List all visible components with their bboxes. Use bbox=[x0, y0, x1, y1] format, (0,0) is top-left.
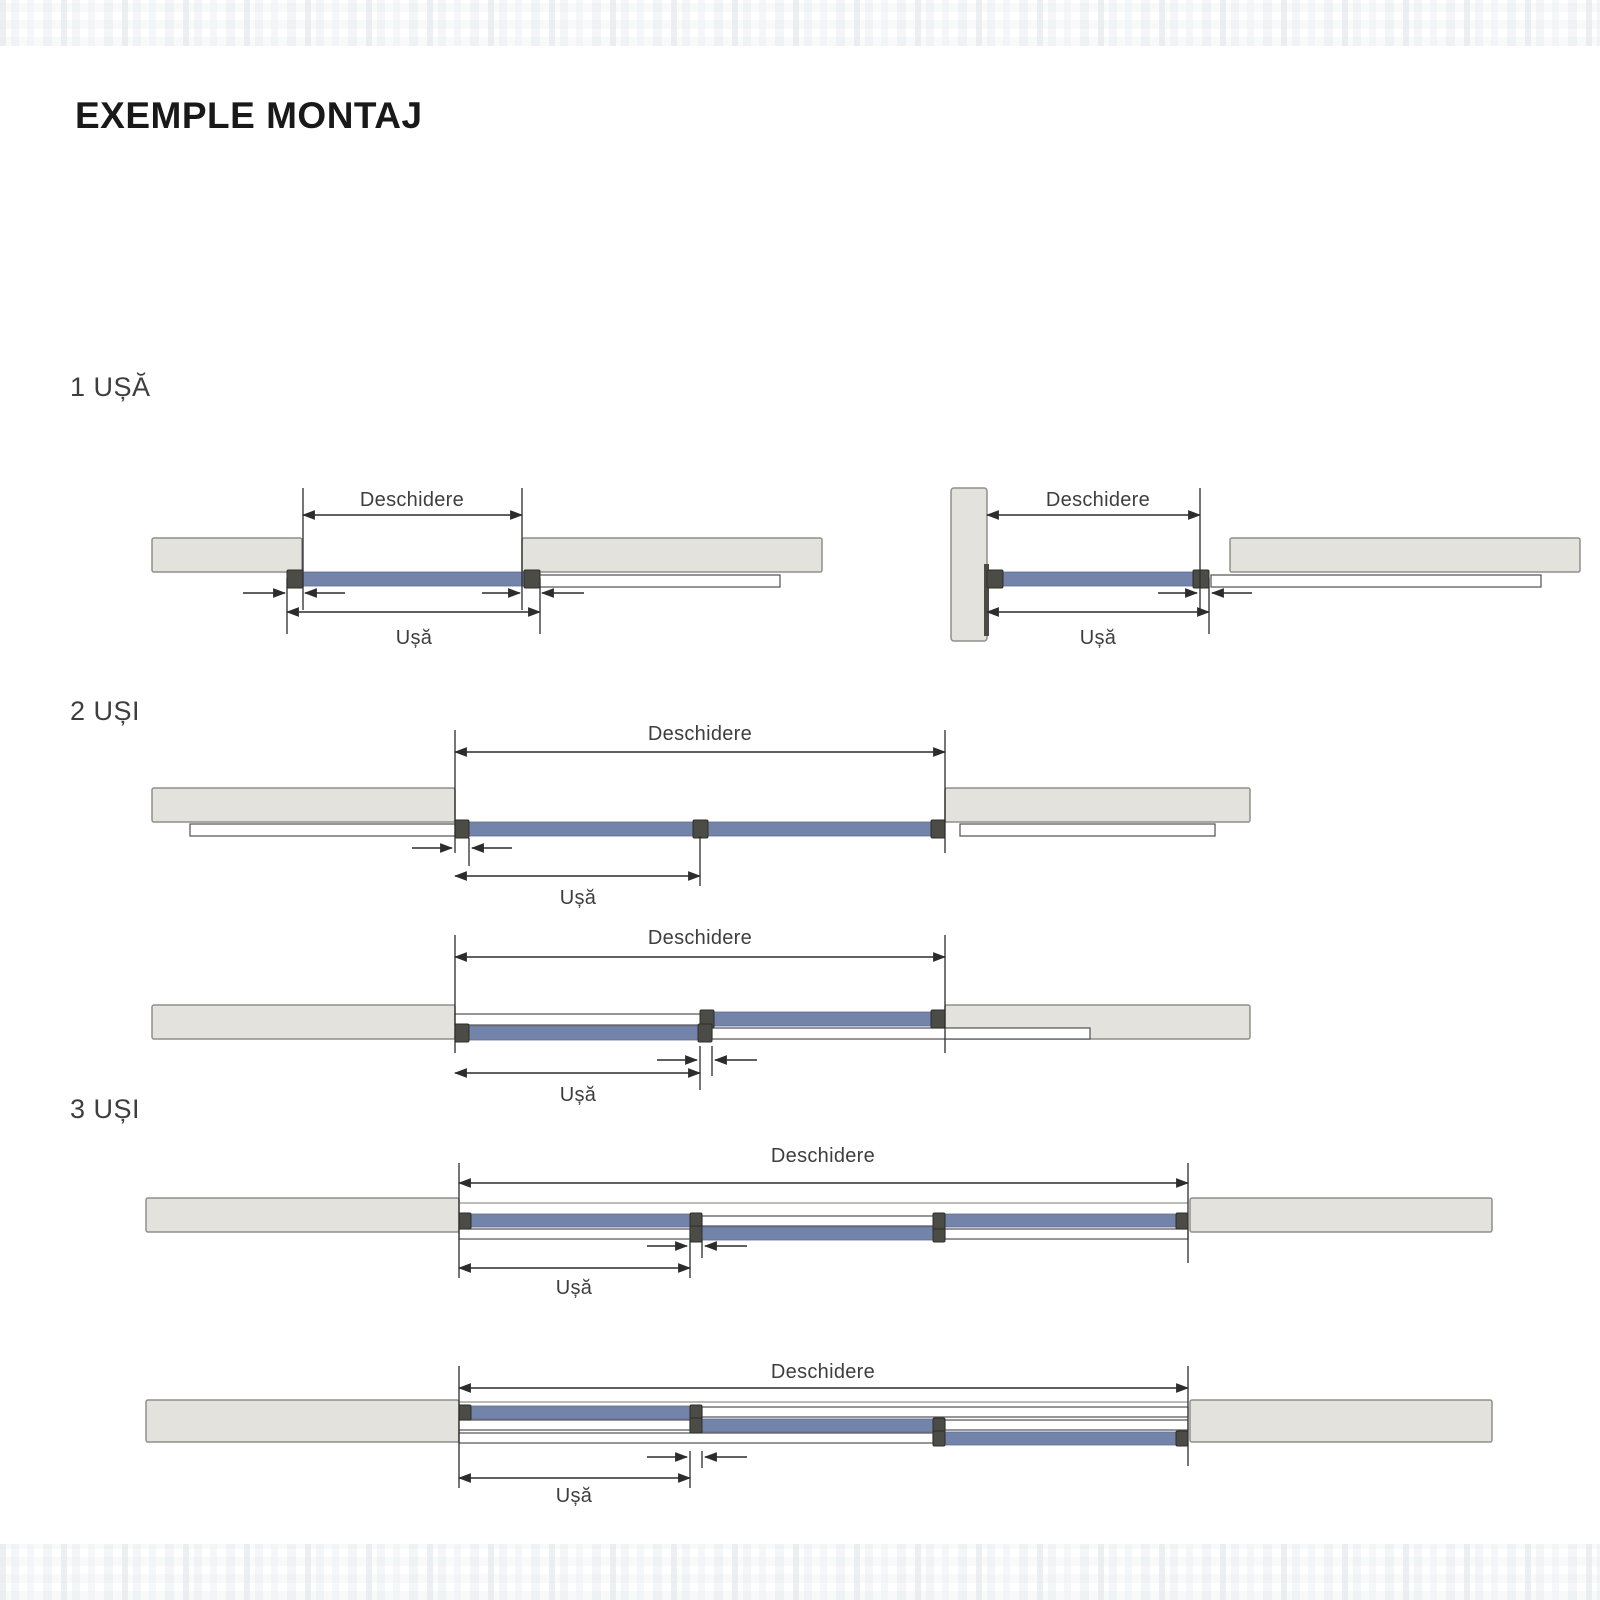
door-cap bbox=[933, 1213, 945, 1229]
diagram-three-doors-two-tracks-svg bbox=[140, 1128, 1520, 1300]
wall-left bbox=[152, 1005, 455, 1039]
opening-label: Deschidere bbox=[770, 1361, 876, 1383]
door-label: Ușă bbox=[559, 1084, 597, 1106]
diagram-two-doors-center bbox=[140, 718, 1280, 913]
door-dimension bbox=[459, 1451, 747, 1507]
diagram-two-doors-bypass-svg bbox=[140, 918, 1280, 1118]
door-panel-left bbox=[459, 1214, 702, 1227]
door-cap bbox=[690, 1418, 702, 1433]
door-dimension bbox=[987, 578, 1252, 649]
top-noise-band bbox=[0, 0, 1600, 46]
door-label: Ușă bbox=[555, 1485, 593, 1507]
door-dimension bbox=[455, 1046, 757, 1106]
diagram-one-door-between-walls-svg bbox=[140, 460, 840, 675]
diagram-two-doors-bypass bbox=[140, 918, 1280, 1118]
track-rail-bottom-right bbox=[945, 1229, 1188, 1239]
door-panel-left bbox=[455, 822, 700, 836]
track-rail-middle-right bbox=[945, 1420, 1188, 1430]
door-panel-left-top-track bbox=[459, 1406, 702, 1419]
diagram-one-door-perpendicular-wall bbox=[900, 460, 1600, 675]
door-dimension bbox=[459, 1240, 747, 1299]
door-panel-right bbox=[933, 1214, 1188, 1227]
page-title: EXEMPLE MONTAJ bbox=[75, 94, 423, 136]
wall-right bbox=[522, 538, 822, 572]
door-cap-center bbox=[693, 820, 708, 838]
door-panel-middle bbox=[690, 1227, 945, 1240]
door-label: Ușă bbox=[395, 627, 433, 649]
diagram-three-doors-two-tracks bbox=[140, 1128, 1520, 1300]
door-cap bbox=[933, 1431, 945, 1446]
diagram-three-doors-three-tracks-svg bbox=[140, 1336, 1520, 1511]
opening-dimension bbox=[459, 1145, 1188, 1278]
wall-right bbox=[1190, 1198, 1492, 1232]
door-cap bbox=[931, 1010, 945, 1028]
door-label: Ușă bbox=[1079, 627, 1117, 649]
door-cap-left bbox=[987, 570, 1003, 588]
door-panel bbox=[987, 572, 1209, 586]
door-panel-right-top-track bbox=[700, 1012, 945, 1026]
door-cap-left bbox=[287, 570, 303, 588]
door-cap bbox=[459, 1405, 471, 1420]
pocket-rail-right bbox=[960, 824, 1215, 836]
pocket-rail bbox=[1211, 575, 1541, 587]
bottom-noise-band bbox=[0, 1544, 1600, 1600]
door-cap bbox=[455, 1024, 469, 1042]
opening-label: Deschidere bbox=[647, 927, 753, 949]
diagram-one-door-perpendicular-wall-svg bbox=[900, 460, 1600, 675]
wall-perpendicular bbox=[951, 488, 987, 641]
opening-dimension bbox=[303, 488, 522, 610]
wall-right bbox=[1190, 1400, 1492, 1442]
door-cap-left bbox=[455, 820, 469, 838]
opening-label: Deschidere bbox=[1045, 489, 1151, 511]
opening-label: Deschidere bbox=[770, 1145, 876, 1167]
door-cap bbox=[698, 1024, 712, 1042]
door-panel-middle-track bbox=[690, 1419, 945, 1432]
door-panel-left-bottom-track bbox=[455, 1026, 712, 1040]
pocket-rail-left bbox=[190, 824, 455, 836]
wall-right bbox=[1230, 538, 1580, 572]
opening-label: Deschidere bbox=[647, 723, 753, 745]
track-rail-bottom bbox=[459, 1433, 933, 1443]
door-cap-right bbox=[1193, 570, 1209, 588]
door-label: Ușă bbox=[555, 1277, 593, 1299]
wall-right bbox=[945, 788, 1250, 822]
track-rail-bottom bbox=[712, 1028, 1090, 1039]
track-rail-top bbox=[702, 1407, 1188, 1417]
opening-dimension bbox=[987, 488, 1200, 610]
door-cap bbox=[690, 1226, 702, 1242]
track-rail-top bbox=[455, 1014, 702, 1025]
opening-label: Deschidere bbox=[359, 489, 465, 511]
wall-left bbox=[152, 538, 302, 572]
door-panel-right-bottom-track bbox=[933, 1432, 1188, 1445]
door-cap bbox=[1176, 1431, 1188, 1446]
section-label-3-doors: 3 UȘI bbox=[70, 1094, 141, 1124]
door-cap-right bbox=[524, 570, 540, 588]
wall-left bbox=[146, 1198, 459, 1232]
diagram-three-doors-three-tracks bbox=[140, 1336, 1520, 1511]
door-label: Ușă bbox=[559, 887, 597, 909]
section-label-2-doors: 2 UȘI bbox=[70, 696, 141, 726]
door-dimension bbox=[243, 578, 584, 649]
wall-left bbox=[146, 1400, 459, 1442]
section-label-1-door: 1 UȘĂ bbox=[70, 372, 151, 402]
door-cap bbox=[1176, 1213, 1188, 1229]
track-rail-bottom-left bbox=[459, 1229, 690, 1239]
door-panel-right bbox=[700, 822, 945, 836]
track-rail-top-middle bbox=[702, 1216, 945, 1226]
door-panel bbox=[287, 572, 540, 586]
pocket-rail bbox=[538, 575, 780, 587]
door-cap bbox=[459, 1213, 471, 1229]
track-rail-middle-left bbox=[459, 1420, 690, 1430]
wall-left bbox=[152, 788, 455, 822]
diagram-two-doors-center-svg bbox=[140, 718, 1280, 913]
door-cap-right bbox=[931, 820, 945, 838]
diagram-one-door-between-walls bbox=[140, 460, 840, 675]
